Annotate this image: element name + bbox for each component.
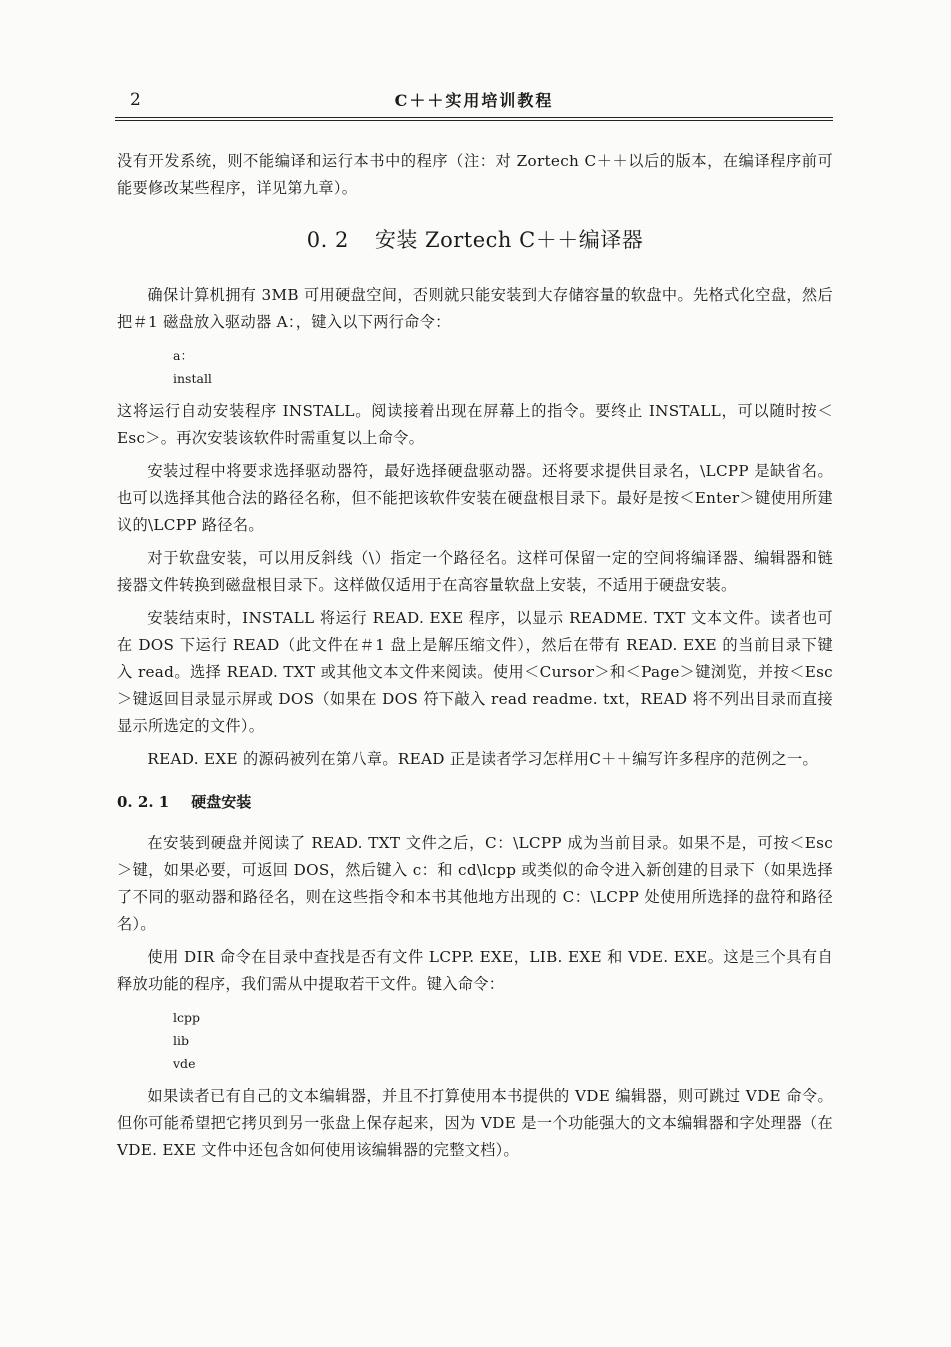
running-title: C＋＋实用培训教程 bbox=[394, 91, 554, 110]
subsection-title: 硬盘安装 bbox=[191, 793, 252, 811]
section-number: 0. 2 bbox=[306, 228, 349, 252]
subsection-number: 0. 2. 1 bbox=[117, 793, 170, 811]
header-rule bbox=[115, 117, 833, 118]
page-body bbox=[117, 148, 833, 1170]
section-title: 安装 Zortech C＋＋编译器 bbox=[374, 228, 644, 252]
header-rule-thin bbox=[115, 120, 833, 121]
paragraph: 安装过程中将要求选择驱动器符，最好选择硬盘驱动器。还将要求提供目录名，\LCPP 是缺省名。也可以选择其他合法的路径名称，但不能把该软件安装在硬盘根目录下。最好是按＜Enter＞键使用所建议的\LCPP 路径名。 bbox=[117, 462, 833, 534]
code-line: lcpp bbox=[173, 1010, 201, 1025]
paragraph: 在安装到硬盘并阅读了 READ. TXT 文件之后，C：\LCPP 成为当前目录。如果不是，可按＜Esc＞键，如果必要，可返回 DOS，然后键入 c：和 cd\lcpp 或类似的命令进入新创建的目录下（如果选择了不同的驱动器和路径名，则在这些指令和本书其他地方出现的 C：\LCPP 处使用所选择的盘符和路径名）。 bbox=[117, 834, 833, 933]
paragraph: READ. EXE 的源码被列在第八章。READ 正是读者学习怎样用C＋＋编写许多程序的范例之一。 bbox=[147, 750, 818, 768]
paragraph: 确保计算机拥有 3MB 可用硬盘空间，否则就只能安装到大存储容量的软盘中。先格式化空盘，然后把＃1 磁盘放入驱动器 A：，键入以下两行命令： bbox=[117, 286, 833, 331]
paragraph: 没有开发系统，则不能编译和运行本书中的程序（注：对 Zortech C＋＋以后的版本，在编译程序前可能要修改某些程序，详见第九章）。 bbox=[117, 152, 833, 197]
code-block bbox=[173, 344, 833, 390]
code-line: lib bbox=[173, 1033, 189, 1048]
code-block bbox=[173, 1006, 833, 1075]
code-line: a： bbox=[173, 348, 193, 363]
paragraph: 这将运行自动安装程序 INSTALL。阅读接着出现在屏幕上的指令。要终止 INSTALL，可以随时按＜Esc＞。再次安装该软件时需重复以上命令。 bbox=[117, 402, 833, 447]
page-number: 2 bbox=[130, 90, 141, 110]
code-line: install bbox=[173, 371, 212, 386]
subsection-heading bbox=[117, 791, 833, 812]
page-header bbox=[115, 88, 833, 116]
section-heading bbox=[117, 224, 833, 254]
paragraph: 如果读者已有自己的文本编辑器，并且不打算使用本书提供的 VDE 编辑器，则可跳过 VDE 命令。但你可能希望把它拷贝到另一张盘上保存起来，因为 VDE 是一个功能强大的文本编辑器和字处理器（在 VDE. EXE 文件中还包含如何使用该编辑器的完整文档）。 bbox=[117, 1087, 833, 1159]
paragraph: 使用 DIR 命令在目录中查找是否有文件 LCPP. EXE，LIB. EXE 和 VDE. EXE。这是三个具有自释放功能的程序，我们需从中提取若干文件。键入命令： bbox=[117, 948, 833, 993]
paragraph: 安装结束时，INSTALL 将运行 READ. EXE 程序，以显示 README. TXT 文本文件。读者也可在 DOS 下运行 READ（此文件在＃1 盘上是解压缩文件），然后在带有 READ. EXE 的当前目录下键入 read。选择 READ. TXT 或其他文本文件来阅读。使用＜Cursor＞和＜Page＞键浏览，并按＜Esc＞键返回目录显示屏或 DOS（如果在 DOS 符下敲入 read readme. txt，READ 将不列出目录而直接显示所选定的文件）。 bbox=[117, 609, 833, 735]
paragraph: 对于软盘安装，可以用反斜线（\）指定一个路径名。这样可保留一定的空间将编译器、编辑器和链接器文件转换到磁盘根目录下。这样做仅适用于在高容量软盘上安装，不适用于硬盘安装。 bbox=[117, 549, 833, 594]
code-line: vde bbox=[173, 1056, 196, 1071]
